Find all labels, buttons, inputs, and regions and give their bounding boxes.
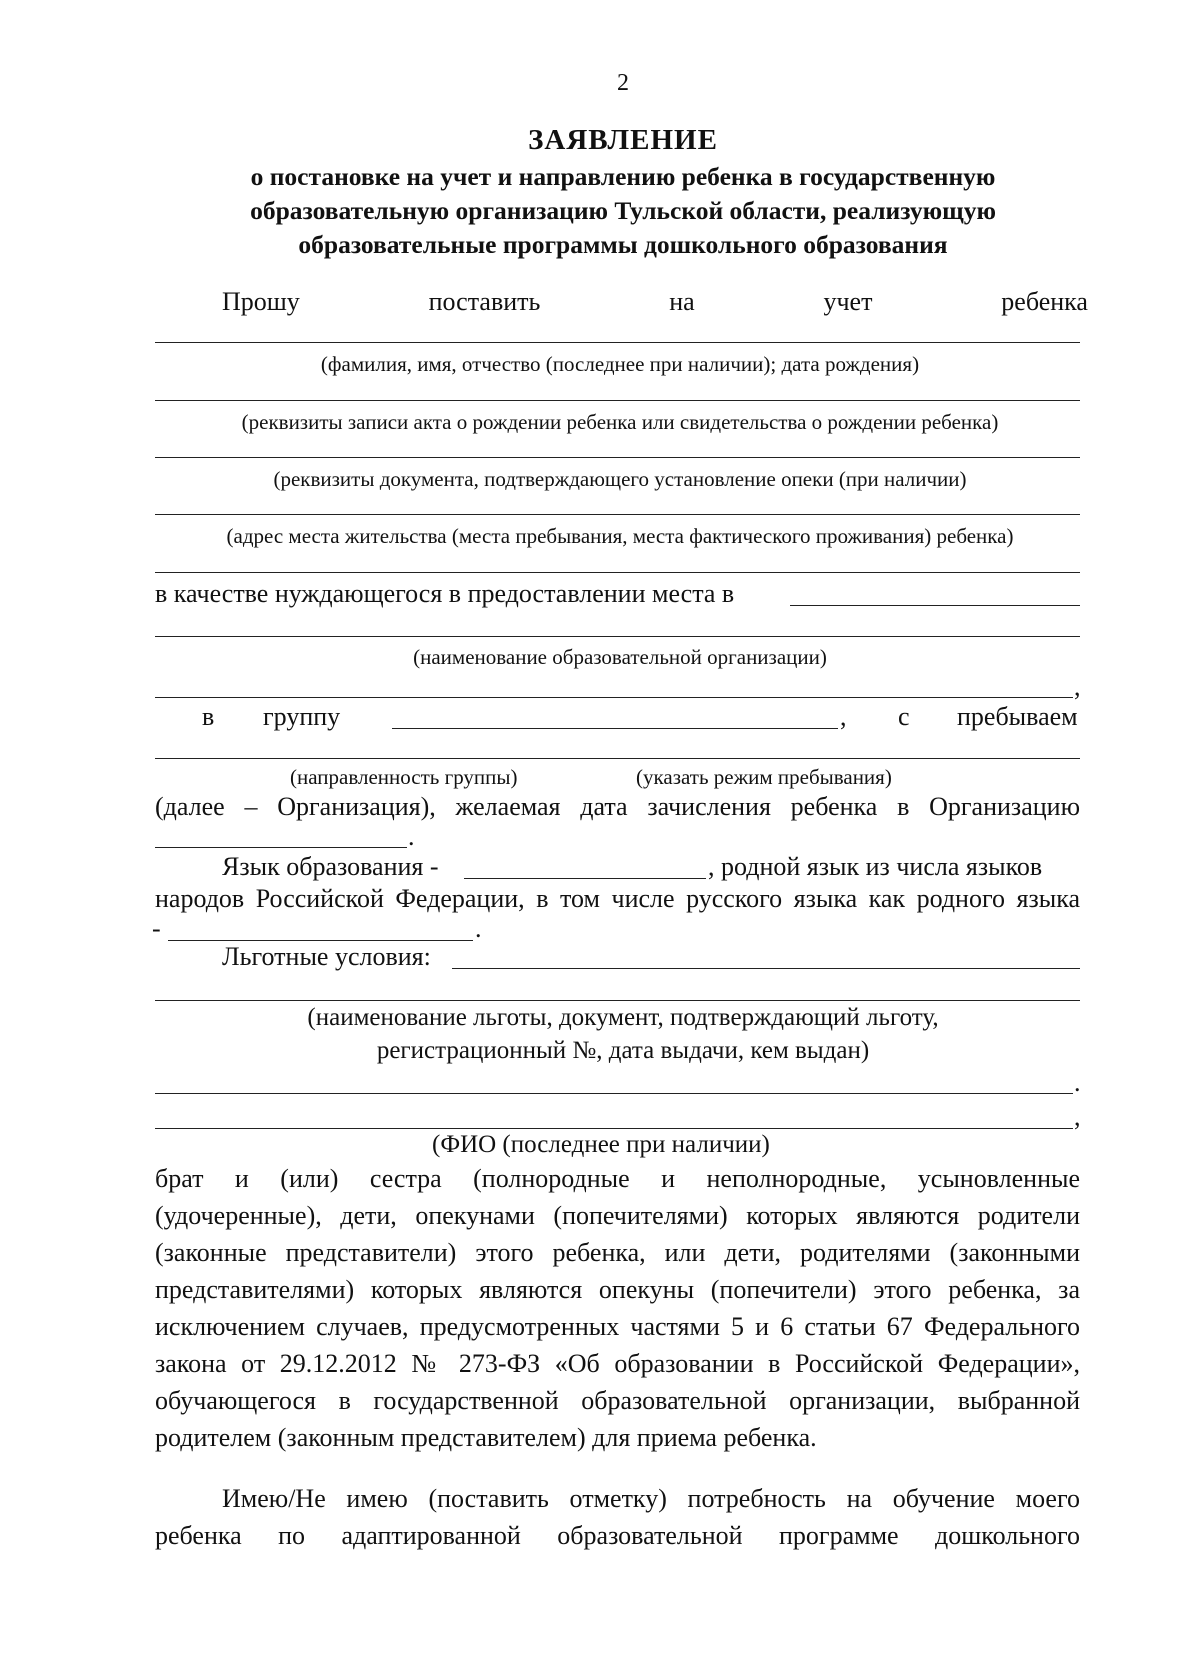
caption-sibling-fio: (ФИО (последнее при наличии) [432, 1131, 770, 1158]
request-word: Прошу [222, 287, 300, 316]
sibling-line: закона от 29.12.2012 № 273-ФЗ «Об образовании в Российской Федерации», [155, 1349, 1080, 1378]
request-row [222, 287, 1088, 317]
further-org-text: (далее – Организация), желаемая дата зачисления ребенка в Организацию [155, 792, 1080, 821]
request-word: на [669, 287, 695, 316]
fill-line-child-fio[interactable] [155, 342, 1080, 343]
language-suffix: , родной язык из числа языков [708, 852, 1043, 881]
fill-line-language[interactable] [464, 878, 706, 879]
native-language-text: народов Российской Федерации, в том числе русского языка как родного языка [155, 884, 1080, 913]
caption-org-name: (наименование образовательной организации) [413, 645, 827, 669]
document-title: ЗАЯВЛЕНИЕ [528, 124, 718, 156]
group-word-v: в [202, 702, 215, 731]
fill-line-address[interactable] [155, 514, 1080, 515]
fill-line-enroll-date[interactable] [155, 847, 407, 848]
group-word-s: с [898, 702, 910, 731]
caption-benefit-2: регистрационный №, дата выдачи, кем выдан) [376, 1037, 870, 1064]
sibling-line: исключением случаев, предусмотренных частями 5 и 6 статьи 67 Федерального [155, 1312, 1080, 1341]
sibling-line-last: родителем (законным представителем) для приема ребенка. [155, 1423, 817, 1452]
document-subtitle-line-1: о постановке на учет и направлению ребенка в государственную [250, 162, 996, 191]
document-subtitle-line-2: образовательную организацию Тульской области, реализующую [250, 196, 996, 225]
adapted-program-line-2: ребенка по адаптированной образовательной программе дошкольного [155, 1521, 1080, 1550]
sibling-line: (законные представители) этого ребенка, или дети, родителями (законными [155, 1238, 1080, 1267]
sibling-line: представителями) которых являются опекуны (попечители) этого ребенка, за [155, 1275, 1080, 1304]
caption-stay-mode: (указать режим пребывания) [636, 765, 892, 789]
fill-line-address-2[interactable] [155, 572, 1080, 573]
fill-line-benefits[interactable] [452, 968, 1080, 969]
request-word: ребенка [1001, 287, 1088, 316]
request-word: учет [823, 287, 873, 316]
fill-line-benefits-2[interactable] [155, 1000, 1080, 1001]
caption-address: (адрес места жительства (места пребывания, места фактического проживания) ребенка) [226, 524, 1014, 548]
fill-line-native-language[interactable] [168, 940, 473, 941]
group-comma: , [840, 702, 847, 731]
fill-line-place[interactable] [790, 605, 1080, 606]
document-subtitle-line-3: образовательные программы дошкольного образования [298, 230, 948, 259]
caption-benefit-1: (наименование льготы, документ, подтверждающий льготу, [307, 1004, 939, 1031]
fill-line-benefits-3[interactable] [155, 1093, 1073, 1094]
group-word-stay: пребываем [957, 702, 1078, 731]
fill-line-org-name-2[interactable] [155, 697, 1073, 698]
sibling-line: (удочеренные), дети, опекунами (попечителями) которых являются родители [155, 1201, 1080, 1230]
sibling-line: обучающегося в государственной образовательной организации, выбранной [155, 1386, 1080, 1415]
fill-line-group-stay[interactable] [155, 758, 1080, 759]
benefits-label: Льготные условия: [222, 942, 431, 971]
fill-line-group[interactable] [392, 728, 838, 729]
language-label: Язык образования - [222, 852, 439, 881]
fill-line-sibling-fio[interactable] [155, 1128, 1073, 1129]
fill-line-org-name[interactable] [155, 636, 1080, 637]
need-place-text: в качестве нуждающегося в предоставлении места в [155, 579, 735, 608]
caption-child-fio: (фамилия, имя, отчество (последнее при наличии); дата рождения) [320, 352, 920, 376]
fill-line-guardianship[interactable] [155, 457, 1080, 458]
caption-guardianship: (реквизиты документа, подтверждающего установление опеки (при наличии) [273, 467, 967, 491]
sibling-line: брат и (или) сестра (полнородные и неполнородные, усыновленные [155, 1164, 1080, 1193]
adapted-program-line-1: Имею/Не имею (поставить отметку) потребность на обучение моего [222, 1484, 1080, 1513]
caption-group-focus: (направленность группы) [290, 765, 518, 789]
page-number: 2 [617, 70, 629, 96]
request-word: поставить [428, 287, 541, 316]
group-word: группу [263, 702, 341, 731]
fill-line-birth-record[interactable] [155, 400, 1080, 401]
caption-birth-record: (реквизиты записи акта о рождении ребенка или свидетельства о рождении ребенка) [241, 410, 999, 434]
